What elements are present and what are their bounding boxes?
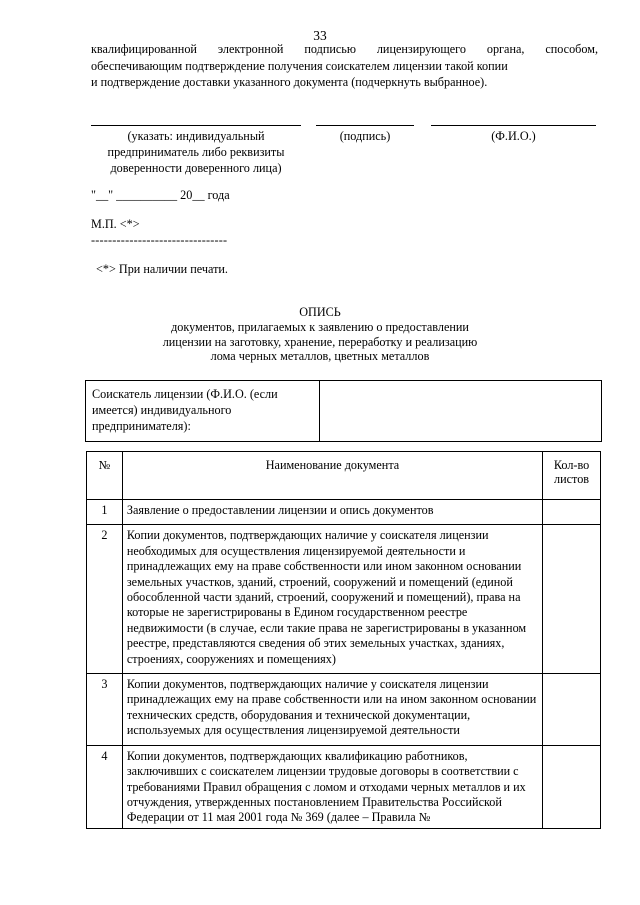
intro-last-line: и подтверждение доставки указанного документа (подчеркнуть выбранное). (91, 75, 488, 89)
footnote: <*> При наличии печати. (96, 262, 228, 276)
table-row (87, 745, 601, 828)
inventory-subtitle-2: лицензии на заготовку, хранение, переработку и реализацию (162, 334, 478, 349)
intro-paragraph (91, 41, 598, 91)
row-document-name: Копии документов, подтверждающих квалификацию работников, заключивших с соискателем лицензии трудовые договоры в соответствии с требованиями Правил обращения с ломом и отходами черных металлов и их отчуждения, утвержденных постановлением Правительства Российской Федерации от 11 мая 2001 года № 369 (далее – Правила № (122, 745, 542, 828)
row-sheet-count[interactable] (543, 525, 601, 674)
table-row (87, 525, 601, 674)
applicant-value-field[interactable] (320, 381, 602, 442)
table-header-row (87, 452, 601, 500)
row-document-name: Копии документов, подтверждающих наличие у соискателя лицензии необходимых для осуществления лицензируемой деятельности и принадлежащих ему на праве собственности или ином законном основании земельных участков, зданий, строений, сооружений и помещений (единой обособленной части зданий, строений, сооружений и помещений), права на которые не зарегистрированы в Едином государственном реестре недвижимости (в случае, если такие права не зарегистрированы в указанном реестре, представляются сведения об этих земельных участках, зданиях, строениях, сооружениях и помещениях) (122, 525, 542, 674)
row-sheet-count[interactable] (543, 674, 601, 746)
table-row (87, 674, 601, 746)
row-number: 1 (87, 500, 123, 525)
footnote-separator: -------------------------------- (91, 233, 228, 247)
name-caption: (Ф.И.О.) (491, 129, 536, 143)
documents-table (86, 451, 601, 829)
inventory-title: ОПИСЬ (299, 305, 341, 319)
row-document-name: Копии документов, подтверждающих наличие у соискателя лицензии принадлежащих ему на праве собственности или на ином законном основании технических средств, оборудования и технической документации, используемых для осуществления лицензируемой деятельности (122, 674, 542, 746)
applicant-table (85, 380, 602, 442)
row-number: 2 (87, 525, 123, 674)
signature-line-middle (316, 125, 414, 126)
row-document-name: Заявление о предоставлении лицензии и опись документов (122, 500, 542, 525)
date-line: "__" __________ 20__ года (91, 188, 230, 202)
signature-line-left (91, 125, 301, 126)
page-number: 33 (313, 28, 327, 43)
header-sheet-count: Кол-во листов (543, 452, 601, 500)
row-sheet-count[interactable] (543, 745, 601, 828)
header-document-name: Наименование документа (122, 452, 542, 500)
signature-caption: (подпись) (339, 129, 391, 143)
inventory-heading (0, 305, 640, 364)
header-number: № (87, 452, 123, 500)
inventory-subtitle-3: лома черных металлов, цветных металлов (210, 349, 430, 364)
intro-text: квалифицированной электронной подписью лицензирующего органа, способом, обеспечивающим подтверждение получения соискателем лицензии такой копии (91, 42, 598, 73)
signature-line-right (431, 125, 596, 126)
stamp-placeholder: М.П. <*> (91, 217, 140, 231)
table-row (87, 500, 601, 525)
inventory-subtitle-1: документов, прилагаемых к заявлению о предоставлении (171, 319, 469, 334)
applicant-label: Соискатель лицензии (Ф.И.О. (если имеется) индивидуального предпринимателя): (86, 381, 320, 442)
row-number: 4 (87, 745, 123, 828)
row-sheet-count[interactable] (543, 500, 601, 525)
row-number: 3 (87, 674, 123, 746)
applicant-row (86, 381, 602, 442)
signature-left-caption: (указать: индивидуальный предприниматель либо реквизиты доверенности доверенного лица) (107, 129, 285, 175)
